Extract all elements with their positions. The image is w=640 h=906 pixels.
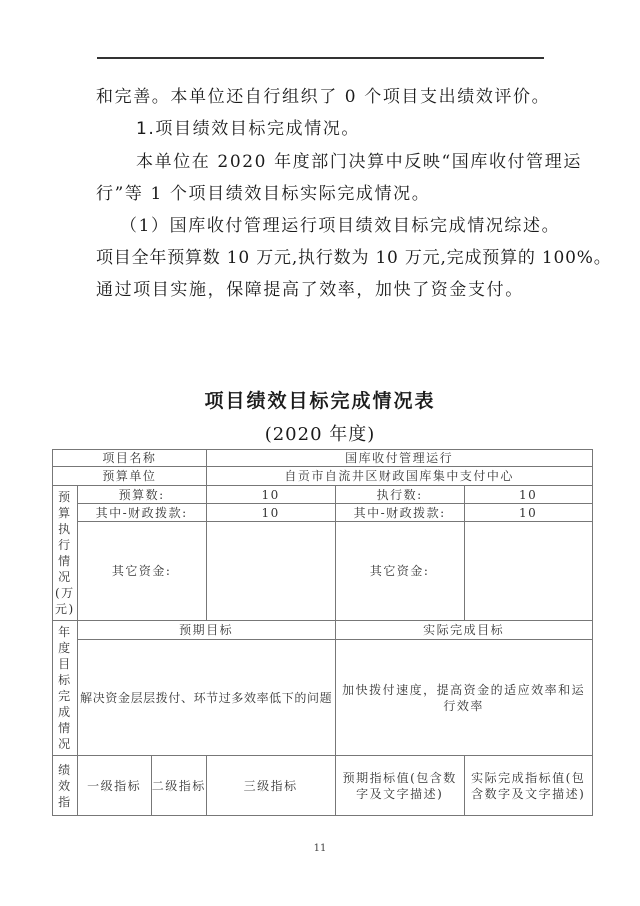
executed-label: 执行数: — [335, 486, 464, 504]
budget-amount-value: 10 — [206, 486, 335, 504]
expected-value-header: 预期指标值(包含数字及文字描述) — [335, 756, 464, 816]
other-funds-exec-label: 其它资金: — [335, 522, 464, 621]
body-paragraph-line: 通过项目实施，保障提高了效率，加快了资金支付。 — [96, 280, 524, 300]
indicator-section-label: 绩效指 — [53, 756, 78, 816]
table-subtitle: (2020 年度) — [264, 424, 376, 445]
expected-goal-text: 解决资金层层拨付、环节过多效率低下的问题 — [77, 640, 335, 756]
level2-indicator-header: 二级指标 — [151, 756, 206, 816]
executed-value: 10 — [464, 486, 592, 504]
actual-goal-header: 实际完成目标 — [335, 621, 592, 640]
subsection-heading: （1）国库收付管理运行项目绩效目标完成情况综述。 — [120, 216, 561, 236]
section-heading: 1.项目绩效目标完成情况。 — [136, 119, 361, 139]
body-paragraph-line: 项目全年预算数 10 万元,执行数为 10 万元,完成预算的 100%。 — [96, 248, 612, 268]
table-row — [53, 621, 593, 640]
page-number: 11 — [313, 843, 327, 854]
fiscal-alloc-label: 其中-财政拨款: — [77, 504, 206, 522]
fiscal-alloc-budget-value: 10 — [206, 504, 335, 522]
table-row — [53, 486, 593, 504]
project-name-value: 国库收付管理运行 — [206, 450, 592, 467]
table-row — [53, 640, 593, 756]
level1-indicator-header: 一级指标 — [77, 756, 151, 816]
table-title: 项目绩效目标完成情况表 — [204, 390, 436, 412]
other-funds-label: 其它资金: — [77, 522, 206, 621]
budget-unit-label: 预算单位 — [53, 467, 207, 486]
actual-value-header: 实际完成指标值(包含数字及文字描述) — [464, 756, 592, 816]
table-row — [53, 450, 593, 467]
budget-unit-value: 自贡市自流井区财政国库集中支付中心 — [206, 467, 592, 486]
fiscal-alloc-exec-value: 10 — [464, 504, 592, 522]
actual-goal-text: 加快拨付速度，提高资金的适应效率和运行效率 — [335, 640, 592, 756]
level3-indicator-header: 三级指标 — [206, 756, 335, 816]
body-paragraph-line: 本单位在 2020 年度部门决算中反映“国库收付管理运 — [136, 152, 582, 172]
budget-exec-section-label: 预算执行情况(万元) — [53, 486, 78, 621]
table-row — [53, 467, 593, 486]
table-row — [53, 504, 593, 522]
table-row — [53, 756, 593, 816]
expected-goal-header: 预期目标 — [77, 621, 335, 640]
other-funds-exec-value — [464, 522, 592, 621]
body-paragraph-line: 行”等 1 个项目绩效目标实际完成情况。 — [96, 184, 431, 204]
body-paragraph-line: 和完善。本单位还自行组织了 0 个项目支出绩效评价。 — [96, 87, 551, 107]
budget-amount-label: 预算数: — [77, 486, 206, 504]
project-name-label: 项目名称 — [53, 450, 207, 467]
performance-table — [52, 449, 593, 816]
fiscal-alloc-exec-label: 其中-财政拨款: — [335, 504, 464, 522]
other-funds-budget-value — [206, 522, 335, 621]
table-row — [53, 522, 593, 621]
header-rule — [97, 57, 544, 59]
annual-goal-section-label: 年度目标完成情况 — [53, 621, 78, 756]
